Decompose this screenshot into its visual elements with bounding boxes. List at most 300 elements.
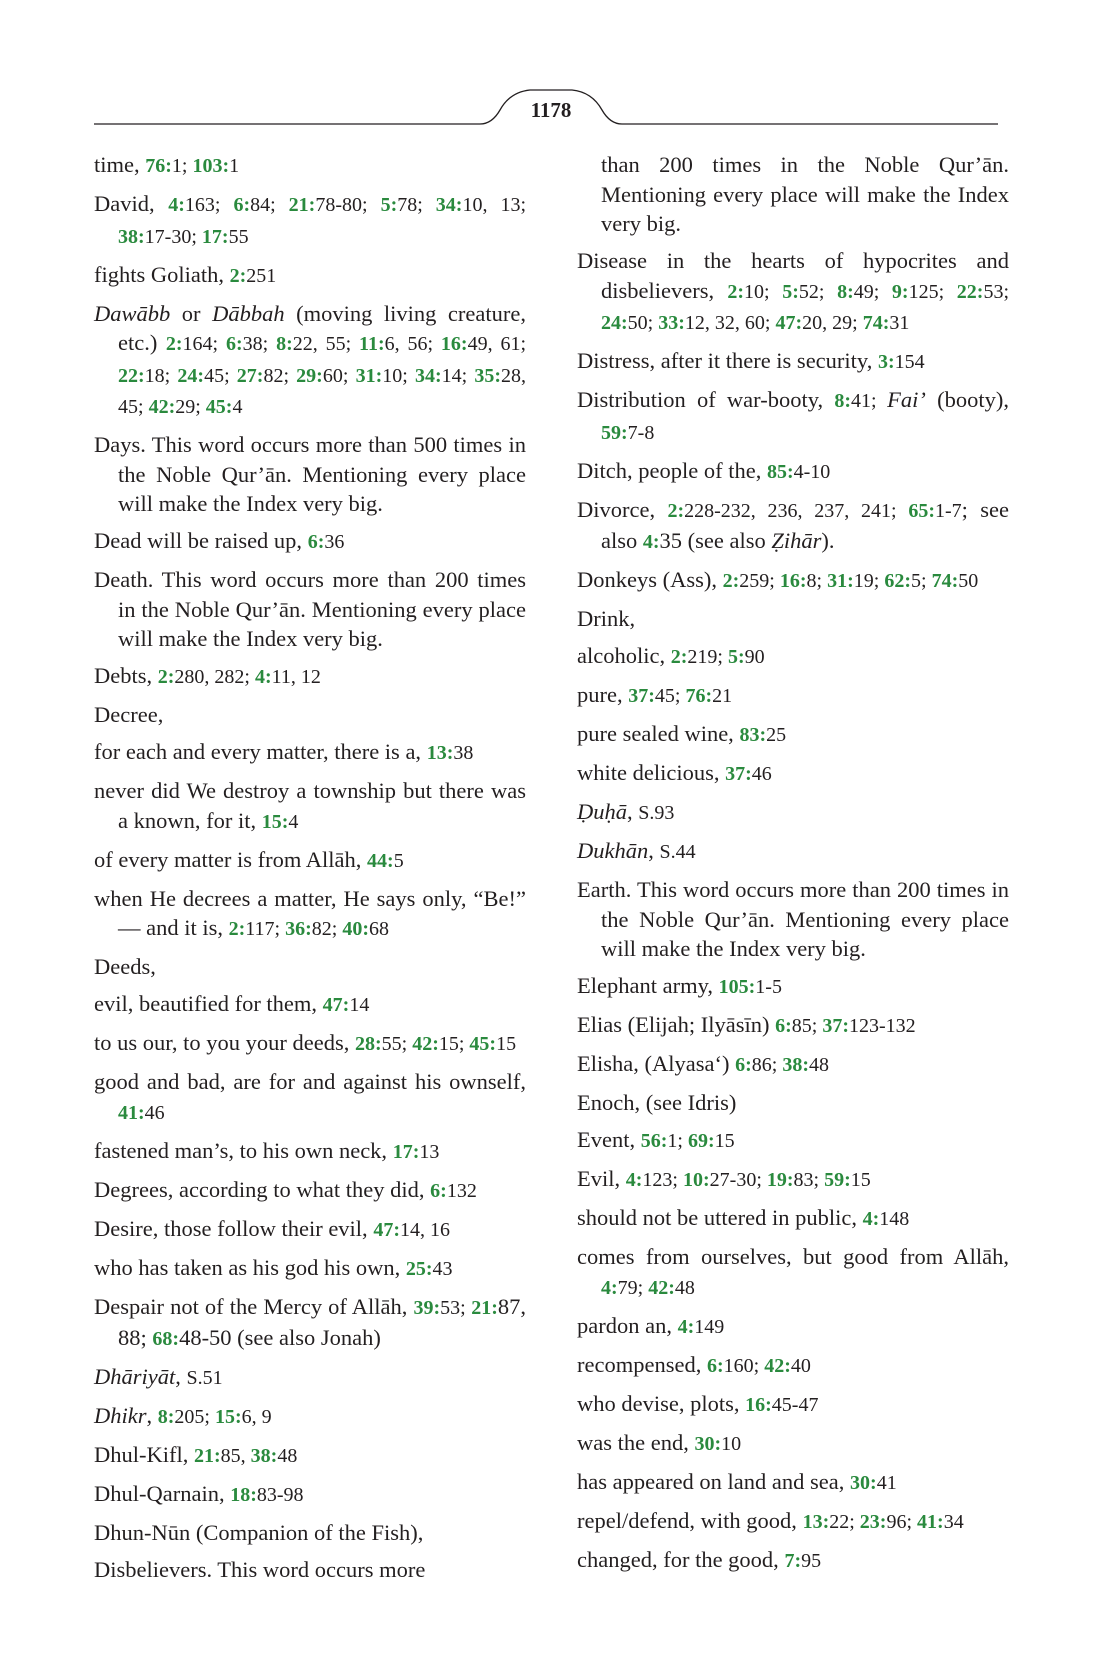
entry-term: Ḍuḥā [577,799,627,824]
index-entry [577,1545,1009,1577]
verse-reference: 19: [766,1169,794,1191]
index-entry [577,1203,1009,1235]
verse-reference: 21: [288,194,316,216]
entry-text: Decree, [94,702,164,727]
entry-text: , [648,838,660,863]
verse-number: 14, 16 [399,1218,450,1241]
page-number: 1178 [530,98,572,122]
index-entry [577,456,1009,488]
verse-reference: 38: [250,1445,278,1467]
verse-reference: 38: [118,225,145,248]
verse-reference: 30: [850,1471,877,1494]
verse-reference: 31: [827,570,854,592]
verse-number: 219; [687,646,728,668]
index-entry [577,836,1009,868]
index-entry [577,875,1009,964]
verse-number: 55; [381,1033,413,1055]
entry-text: comes from ourselves, but good from Allāh, [577,1244,1009,1269]
verse-reference: 47: [322,994,350,1016]
verse-reference: 2: [722,570,740,592]
verse-reference: 42: [412,1033,439,1055]
index-entry [94,1401,526,1433]
verse-number: 19; [853,570,885,592]
index-entry [94,700,526,730]
verse-number: 43 [432,1257,453,1280]
verse-reference: 4: [168,194,185,216]
index-entry [577,641,1009,673]
verse-reference: 74: [862,312,890,334]
entry-text: Disbelievers. This word occurs more [94,1557,426,1582]
verse-number: 53; [440,1296,472,1319]
page-header [0,80,1103,140]
entry-text: Donkeys (Ass), [577,567,723,592]
verse-number: 25 [766,724,787,746]
verse-number: 85; [791,1015,823,1037]
verse-reference: 7: [784,1549,802,1572]
verse-number: 86; [751,1054,783,1076]
verse-reference: 8: [837,280,854,303]
verse-number: 12, 32, 60; [684,312,776,334]
index-entry [94,661,526,693]
verse-reference: 28: [354,1033,382,1055]
entry-text: fights Goliath, [94,261,230,287]
entry-text: Desire, those follow their evil, [94,1215,374,1241]
verse-reference: 16: [745,1393,772,1416]
entry-text: Death. This word occurs more than 200 times in the Noble Qur’ān. Mentioning every place will make the Index very big. [94,567,526,651]
verse-number: 90 [744,646,765,668]
entry-text: Dhul-Qarnain, [94,1481,231,1506]
index-entry [94,952,526,982]
verse-number: 48 [674,1276,695,1299]
entry-text: than 200 times in the Noble Qur’ān. Mentioning every place will make the Index very big. [601,152,1009,236]
verse-reference: 18: [230,1484,257,1506]
verse-reference: 4: [601,1276,618,1299]
verse-number: 38 [453,742,474,764]
entry-text: ; see also [601,496,1010,553]
index-entry [577,680,1009,712]
verse-reference: 2: [670,646,688,668]
index-entry [94,1518,526,1548]
index-entry [577,797,1009,829]
entry-term: Dhikr [94,1403,147,1428]
entry-text: Drink, [577,606,636,631]
entry-text: good and bad, are for and against his ownself, [94,1069,526,1094]
verse-reference: 8: [834,390,852,412]
index-entry [577,1125,1009,1157]
verse-number: 83-98 [256,1484,304,1506]
verse-number: 46 [751,763,772,785]
verse-reference: 68: [152,1328,180,1350]
index-entry [577,385,1009,448]
index-entry [577,1467,1009,1499]
verse-number: 117; [245,918,286,940]
entry-text: to us our, to you your deeds, [94,1030,355,1055]
index-entry [577,495,1009,558]
index-entry [577,1311,1009,1343]
verse-reference: 38: [782,1054,809,1076]
entry-term: Dawābb [94,300,171,326]
verse-reference: 17: [201,225,229,248]
verse-reference: 16: [779,570,807,592]
verse-reference: 39: [413,1296,441,1319]
verse-number: 132 [446,1179,477,1202]
verse-number: 11, 12 [271,666,321,688]
verse-number: 6, 9 [241,1406,272,1428]
verse-reference: 44: [367,849,394,872]
index-entry [577,719,1009,751]
index-entry [577,346,1009,378]
verse-reference: 6: [775,1015,792,1037]
index-entry [577,150,1009,239]
verse-reference: 5: [727,646,745,668]
verse-number: 18; [144,364,178,387]
entry-text: was the end, [577,1429,695,1455]
verse-reference: 21: [471,1296,498,1319]
verse-number: 28, 45; [118,364,527,418]
index-entry [94,1479,526,1511]
index-column-right [577,150,1009,1584]
verse-reference: 62: [884,570,911,592]
verse-reference: 42: [648,1276,675,1299]
index-column-left [94,150,526,1592]
index-entry [577,758,1009,790]
verse-reference: 24: [601,312,628,334]
index-entry [577,1428,1009,1460]
verse-reference: 13: [802,1510,830,1533]
entry-text: Ditch, people of the, [577,457,767,483]
verse-number: 68 [369,918,390,940]
verse-number: 160; [723,1354,765,1377]
verse-reference: 103: [192,155,230,177]
verse-reference: 76: [685,685,713,707]
verse-reference: 17: [392,1140,420,1163]
entry-text: pure sealed wine, [577,721,740,746]
verse-number: 17-30; [144,225,202,248]
verse-reference: 11: [359,333,385,355]
index-entry [94,737,526,769]
verse-number: 96; [886,1510,918,1533]
verse-reference: 9: [891,280,909,303]
verse-number: 84; [250,194,289,216]
verse-number: 45-47 [771,1393,819,1416]
entry-text: Dhul-Kifl, [94,1442,194,1467]
entry-text: never did We destroy a township but there was a known, for it, [94,778,526,833]
entry-text: Deeds, [94,954,156,979]
verse-number: 14 [349,994,370,1016]
verse-number: 15 [714,1130,735,1152]
verse-reference: 25: [405,1257,433,1280]
verse-reference: 6: [735,1054,752,1076]
verse-reference: 22: [956,280,984,303]
verse-reference: 8: [157,1406,175,1428]
verse-reference: 10: [682,1169,710,1191]
entry-text: Degrees, according to what they did, [94,1176,431,1202]
verse-number: 79; [617,1276,649,1299]
verse-reference: 24: [177,364,205,387]
verse-reference: 37: [628,685,655,707]
verse-number: 22, 55; [292,333,360,355]
index-entry [94,989,526,1021]
entry-text: has appeared on land and sea, [577,1468,851,1494]
verse-number: 22; [829,1510,860,1533]
verse-number: 83; [793,1169,825,1191]
entry-text: Elias (Elijah; Ilyāsīn) [577,1012,776,1037]
entry-term: Dābbah [212,300,285,326]
entry-text: Distress, after it there is security, [577,348,878,373]
verse-reference: 59: [601,421,628,444]
verse-number: 4 [232,396,243,418]
verse-reference: 47: [373,1218,400,1241]
verse-reference: 45: [205,396,233,418]
surah-number: S.51 [186,1367,223,1389]
verse-number: 10; [382,364,415,387]
verse-reference: 37: [725,763,752,785]
entry-text: 35 (see also [659,528,772,553]
verse-reference: 29: [296,364,323,387]
verse-reference: 2: [667,499,685,522]
index-entry [94,1028,526,1060]
verse-reference: 6: [233,194,251,216]
verse-number: 50; [627,312,659,334]
verse-reference: 22: [118,364,145,387]
entry-text: fastened man’s, to his own neck, [94,1137,393,1163]
verse-reference: 5: [782,280,799,303]
entry-text: 48-50 (see also Jonah) [179,1325,381,1350]
verse-number: 1 [229,155,240,177]
verse-reference: 34: [414,364,442,387]
verse-number: 78; [397,194,436,216]
verse-number: 10 [721,1432,742,1455]
verse-reference: 16: [440,333,468,355]
entry-text: Disease in the hearts of hypocrites and disbelievers, [577,248,1009,303]
entry-text: Despair not of the Mercy of Allāh, [94,1293,414,1319]
verse-reference: 2: [228,918,246,940]
entry-text: who devise, plots, [577,1390,746,1416]
index-entry [94,430,526,519]
verse-reference: 69: [687,1130,715,1152]
verse-number: 34 [943,1510,964,1533]
verse-reference: 21: [194,1445,221,1467]
verse-number: 148 [879,1208,910,1230]
verse-reference: 36: [285,918,312,940]
verse-number: 46 [144,1101,165,1124]
surah-number: S.93 [638,802,675,824]
verse-number: 41 [876,1471,897,1494]
index-entry [94,1362,526,1394]
verse-number: 4-10 [793,460,831,483]
entry-text: repel/defend, with good, [577,1507,803,1533]
verse-reference: 74: [931,570,959,592]
index-entry [577,1164,1009,1196]
verse-number: 164; [182,333,226,355]
entry-text: (moving living creature, etc.) [118,300,526,355]
verse-number: 251 [246,264,277,287]
verse-reference: 2: [165,333,183,355]
entry-text: Dead will be raised up, [94,528,308,553]
verse-number: 49; [853,280,892,303]
verse-reference: 85: [766,460,794,483]
verse-reference: 3: [877,351,895,373]
verse-number: 82; [263,364,297,387]
verse-reference: 76: [145,155,172,177]
verse-number: 15; [438,1033,470,1055]
entry-text: ). [821,528,835,553]
index-entry [577,1088,1009,1118]
index-entry [577,1010,1009,1042]
entry-text: pardon an, [577,1312,678,1338]
verse-number: 10; [744,280,783,303]
verse-reference: 42: [764,1354,791,1377]
index-entry [94,1136,526,1168]
index-entry [577,565,1009,597]
entry-text: time, [94,152,146,177]
entry-text: Days. This word occurs more than 500 times in the Noble Qur’ān. Mentioning every place will make the Index very big. [94,432,526,516]
verse-number: 280, 282; [174,666,255,688]
index-entry [577,1242,1009,1303]
verse-number: 60; [322,364,356,387]
verse-reference: 37: [822,1015,849,1037]
verse-reference: 4: [642,531,660,553]
entry-text: Elephant army, [577,973,719,998]
verse-number: 53; [983,280,1010,303]
entry-text: alcoholic, [577,643,671,668]
verse-reference: 41: [118,1101,145,1124]
entry-text: , [175,1364,187,1389]
index-entry [577,1506,1009,1538]
entry-text: 87, 88; [118,1293,526,1350]
verse-reference: 6: [307,531,325,553]
verse-number: 21 [712,685,733,707]
verse-reference: 2: [157,666,175,688]
verse-reference: 41: [917,1510,944,1533]
entry-text: should not be uttered in public, [577,1205,863,1230]
verse-number: 29; [175,396,206,418]
verse-reference: 6: [706,1354,724,1377]
entry-text: white delicious, [577,760,726,785]
verse-number: 20, 29; [802,312,863,334]
verse-reference: 23: [859,1510,887,1533]
verse-number: 154 [894,351,925,373]
verse-reference: 15: [261,810,289,833]
index-entry [94,884,526,945]
verse-number: 15 [496,1033,517,1055]
verse-number: 49, 61; [467,333,527,355]
verse-number: 38; [242,333,277,355]
index-entry [577,1350,1009,1382]
verse-number: 228-232, 236, 237, 241; [684,499,909,522]
entry-text: Evil, [577,1166,626,1191]
verse-number: 149 [694,1315,725,1338]
verse-number: 36 [324,531,345,553]
verse-number: 50 [958,570,979,592]
index-entry [94,299,526,423]
entry-text: Dhun-Nūn (Companion of the Fish), [94,1520,424,1545]
verse-reference: 4: [862,1208,880,1230]
entry-text: pure, [577,682,629,707]
verse-reference: 34: [435,194,463,216]
verse-reference: 8: [276,333,293,355]
index-entry [577,1389,1009,1421]
index-entry [94,526,526,558]
entry-text: Elisha, (Alyasa‘) [577,1051,736,1076]
verse-reference: 65: [908,499,935,522]
entry-text: when He decrees a matter, He says only, “Be!” — and it is, [94,885,526,940]
index-entry [94,189,526,252]
verse-number: 13 [419,1140,440,1163]
entry-term: Dukhān [577,838,649,863]
entry-text: (booty), [925,387,1009,412]
verse-number: 78-80; [315,194,381,216]
entry-text: for each and every matter, there is a, [94,739,427,764]
index-entry [94,1067,526,1128]
index-entry [94,260,526,292]
verse-reference: 59: [824,1169,851,1191]
verse-reference: 5: [380,194,398,216]
verse-number: 82; [311,918,343,940]
verse-number: 5 [393,849,404,872]
verse-number: 85, [220,1445,251,1467]
verse-number: 15 [850,1169,871,1191]
entry-text: evil, beautified for them, [94,991,323,1016]
entry-text: or [170,300,213,326]
entry-text: David, [94,191,169,216]
verse-reference: 33: [658,312,685,334]
verse-number: 48 [808,1054,829,1076]
verse-reference: 47: [775,312,803,334]
verse-number: 1-5 [755,976,782,998]
verse-number: 55 [228,225,249,248]
verse-number: 95 [801,1549,822,1572]
verse-reference: 4: [254,666,272,688]
verse-reference: 30: [694,1432,722,1455]
entry-term: Dhāriyāt [94,1364,176,1389]
verse-reference: 4: [677,1315,695,1338]
entry-term: Fai’ [887,387,926,412]
entry-text: Divorce, [577,496,668,522]
index-entry [94,1175,526,1207]
verse-number: 259; [739,570,780,592]
verse-reference: 2: [229,264,247,287]
verse-number: 123; [642,1169,683,1191]
index-entry [94,776,526,837]
index-entry [94,1292,526,1355]
verse-number: 45; [654,685,686,707]
verse-number: 1; [667,1130,688,1152]
verse-reference: 13: [426,742,454,764]
entry-text: Distribution of war-booty, [577,387,835,412]
index-entry [94,1253,526,1285]
verse-reference: 83: [739,724,767,746]
verse-number: 48 [277,1445,298,1467]
verse-number: 4 [288,810,299,833]
verse-number: 8; [806,570,828,592]
verse-reference: 45: [469,1033,497,1055]
entry-text: , [146,1403,158,1428]
verse-number: 40 [790,1354,811,1377]
verse-number: 31 [889,312,910,334]
surah-number: S.44 [659,841,696,863]
verse-number: 14; [441,364,475,387]
verse-reference: 27: [236,364,264,387]
verse-reference: 6: [225,333,243,355]
entry-text: of every matter is from Allāh, [94,846,368,872]
entry-text: , [627,799,639,824]
verse-reference: 2: [727,280,745,303]
verse-reference: 31: [355,364,383,387]
verse-number: 125; [908,280,957,303]
index-entry [94,1440,526,1472]
index-entry [94,150,526,182]
